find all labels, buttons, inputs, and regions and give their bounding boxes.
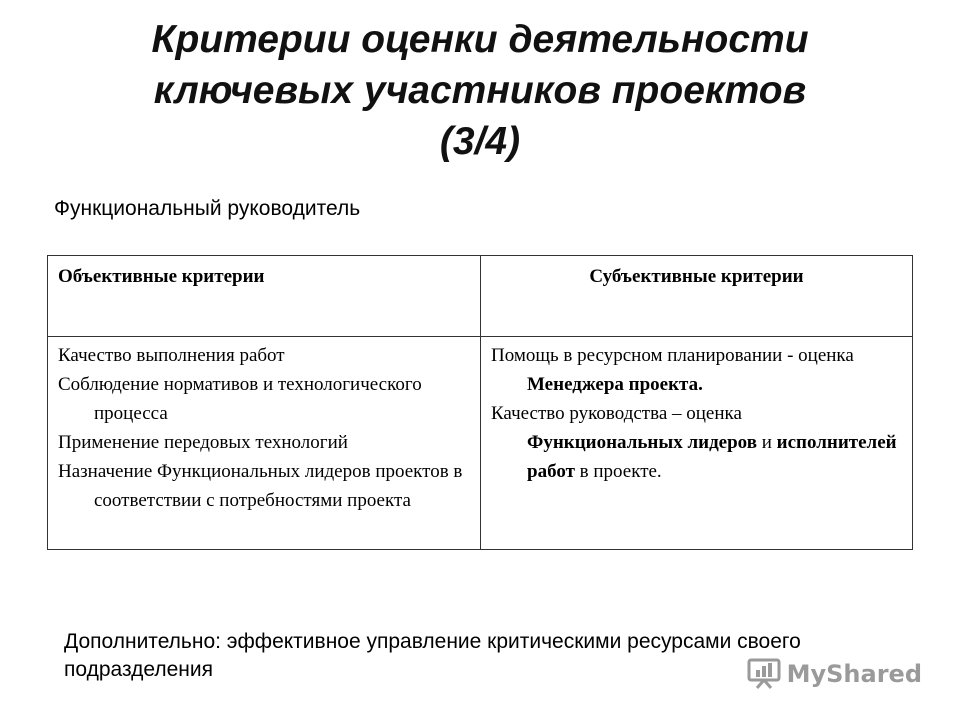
list-item: Соблюдение нормативов и технологического процесса	[58, 374, 422, 424]
item-emphasis: Менеджера проекта.	[527, 374, 703, 395]
item-text: Помощь в ресурсном планировании - оценка	[491, 345, 854, 366]
item-emphasis: исполнителей работ	[527, 432, 897, 482]
table-row	[48, 337, 913, 550]
watermark	[747, 658, 922, 690]
item-emphasis: Функциональных лидеров	[527, 432, 757, 453]
list-item	[491, 399, 902, 486]
title-line-3: (3/4)	[439, 120, 521, 163]
item-text: Качество руководства – оценка	[491, 403, 742, 424]
criteria-table	[47, 255, 913, 550]
title-line-1: Критерии оценки деятельности	[151, 18, 809, 61]
section-subtitle: Функциональный руководитель	[54, 197, 361, 220]
item-text: в проекте.	[574, 461, 662, 482]
subjective-criteria-cell	[481, 337, 913, 550]
list-item: Качество выполнения работ	[58, 345, 285, 366]
page-title	[80, 14, 880, 167]
watermark-text: MyShared	[786, 660, 922, 688]
objective-criteria-cell	[48, 337, 481, 550]
header-subjective-criteria: Субъективные критерии	[481, 256, 913, 337]
title-line-2: ключевых участников проектов	[153, 69, 807, 112]
footer-note: Дополнительно: эффективное управление критическими ресурсами своего подразделения	[64, 630, 801, 681]
presentation-board-icon	[747, 658, 781, 690]
item-text: и	[756, 432, 777, 453]
header-objective-criteria: Объективные критерии	[48, 256, 481, 337]
table-header-row	[48, 256, 913, 337]
list-item: Применение передовых технологий	[58, 432, 348, 453]
list-item: Назначение Функциональных лидеров проектов в соответствии с потребностями проекта	[58, 461, 463, 511]
list-item	[491, 341, 902, 399]
